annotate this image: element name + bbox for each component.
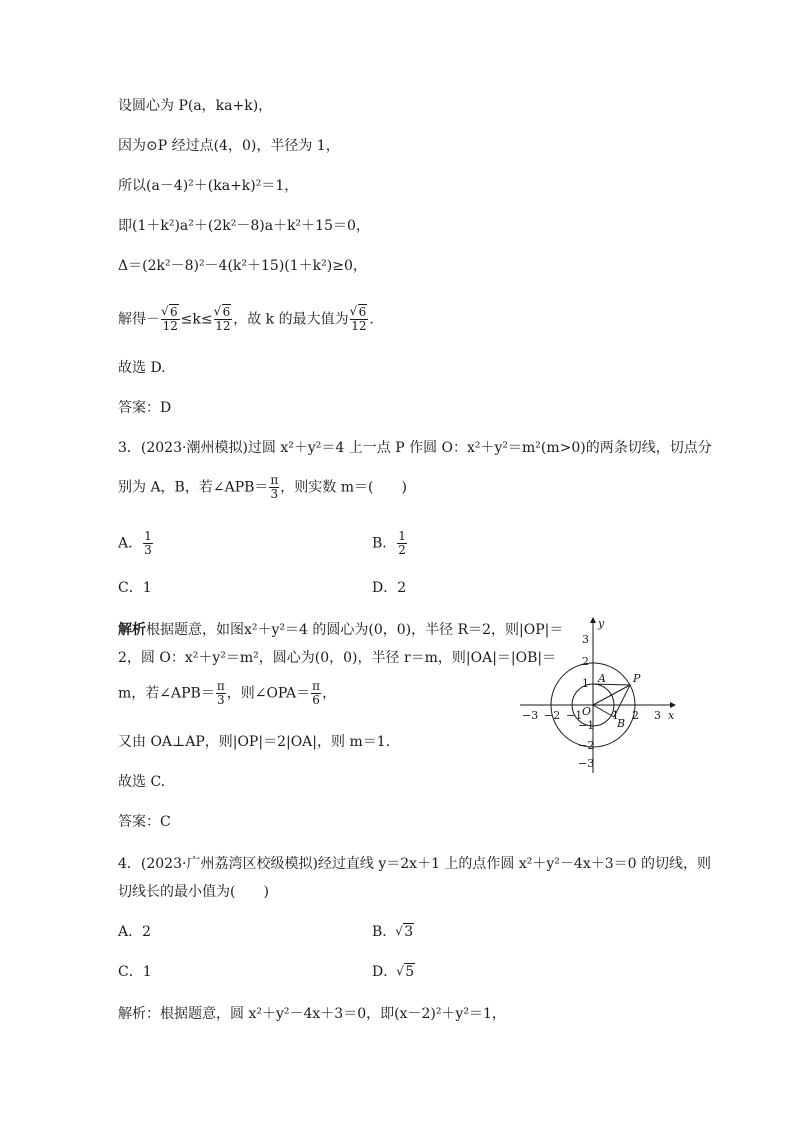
q4-option-a: A．2	[118, 924, 152, 940]
solution-line-1: 设圆心为 P(a，ka+k)，	[118, 98, 273, 114]
question-4-line-2: 切线长的最小值为( )	[118, 884, 269, 900]
x-axis-arrow	[670, 702, 676, 708]
question-3-line-2: 别为 A，B，若∠APB＝ $\frac{\pi}{3}$ ，则实数 m＝( )	[118, 473, 407, 501]
y-tick: −3	[578, 757, 595, 770]
q3-solution-line-2: 2，圆 O：x²＋y²＝m²，圆心为(0，0)，半径 r＝m，则|OA|＝|OB|＝	[118, 650, 557, 666]
segment-ob	[593, 705, 614, 717]
origin-label: O	[582, 705, 592, 718]
fraction: √ $\frac{6}{12}$	[161, 306, 180, 333]
solution-line-5: Δ＝(2k²－8)²－4(k²＋15)(1＋k²)≥0，	[118, 258, 367, 274]
y-axis-arrow	[590, 617, 596, 623]
option-b: B． $\frac{1}{2}$	[372, 529, 406, 557]
x-tick: 3	[654, 709, 661, 722]
y-tick: 1	[582, 677, 589, 690]
q3-answer: 答案：C	[118, 814, 171, 830]
option-d: D．2	[372, 580, 407, 596]
question-3-line-1: 3．(2023·潮州模拟)过圆 x²＋y²＝4 上一点 P 作圆 O：x²＋y²＝m²(m>0)的两条切线，切点分	[118, 440, 712, 456]
x-axis-label: x	[668, 709, 675, 722]
x-tick: 2	[632, 709, 639, 722]
y-tick: 2	[582, 655, 589, 668]
circle-tangent-figure	[518, 615, 678, 775]
y-tick: −2	[578, 739, 595, 752]
question-4-line-1: 4．(2023·广州荔湾区校级模拟)经过直线 y＝2x＋1 上的点作圆 x²＋y²－4x＋3＝0 的切线，则	[118, 856, 711, 872]
q4-option-d: D．√ 5	[372, 962, 415, 982]
x-tick: −1	[566, 709, 583, 722]
fraction: √ $\frac{6}{12}$	[350, 306, 369, 333]
q4-option-b: B．√ 3	[372, 922, 414, 942]
q4-option-c: C．1	[118, 964, 152, 980]
q3-solution-line-4: 又由 OA⊥AP，则|OP|＝2|OA|，则 m＝1.	[118, 734, 391, 750]
solution-line-6: 解得－ √ $\frac{6}{12}$ ≤k≤ √ $\frac{6}{12}$ ，故 k 的最大值为 √ $\frac{6}{12}$ .	[118, 306, 374, 333]
option-a: A． $\frac{1}{3}$	[118, 529, 152, 557]
fraction: $\frac{\pi}{3}$	[270, 473, 279, 501]
x-tick: −2	[544, 709, 561, 722]
solution-line-2: 因为⊙P 经过点(4，0)，半径为 1，	[118, 138, 340, 154]
solution-line-3: 所以(a－4)²＋(ka+k)²＝1，	[118, 178, 299, 194]
point-b-label: B	[617, 717, 626, 730]
point-a-label: A	[598, 672, 606, 685]
y-axis-label: y	[598, 617, 605, 630]
solution-line-4: 即(1＋k²)a²＋(2k²－8)a＋k²＋15＝0，	[118, 218, 370, 234]
y-tick: 3	[582, 633, 589, 646]
option-c: C．1	[118, 580, 152, 596]
q4-solution-line: 解析：根据题意，圆 x²＋y²－4x＋3＝0，即(x－2)²＋y²＝1，	[118, 1006, 506, 1022]
q3-solution-line-1: 解析根据题意，如图x²＋y²＝4 的圆心为(0，0)，半径 R＝2，则|OP|＝	[118, 622, 564, 638]
solution-conclusion: 故选 D.	[118, 360, 166, 376]
y-tick: −1	[578, 719, 595, 732]
x-tick: −3	[522, 709, 539, 722]
x-tick: 1	[612, 709, 619, 722]
q3-solution-line-3: m，若∠APB＝ $\frac{\pi}{3}$ ，则∠OPA＝ $\frac{\pi}{6}$ ，	[118, 679, 337, 707]
q3-solution-conclusion: 故选 C.	[118, 774, 166, 790]
point-p-label: P	[633, 672, 641, 685]
fraction: √ $\frac{6}{12}$	[214, 306, 233, 333]
answer-line: 答案：D	[118, 400, 172, 416]
